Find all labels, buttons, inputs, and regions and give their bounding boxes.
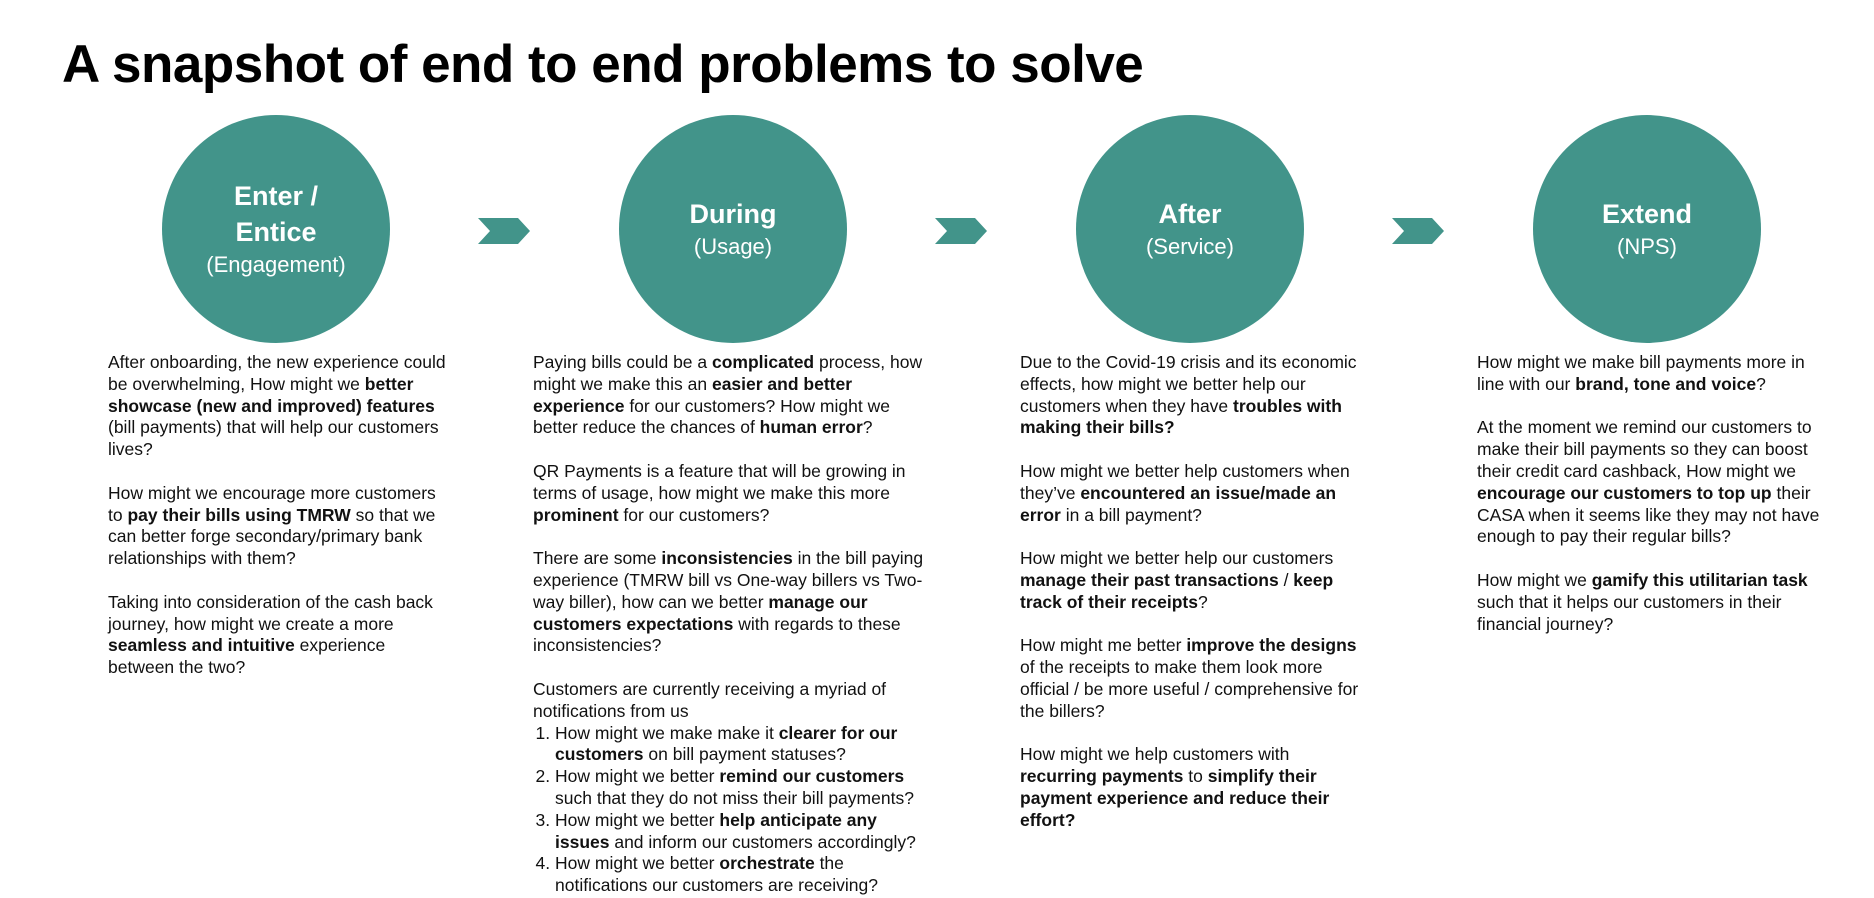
stage-subtitle: (Service) [1145, 234, 1234, 259]
problem-column-extend [1477, 352, 1822, 657]
body-text: How might me better [1020, 635, 1187, 656]
problem-paragraph [108, 592, 453, 679]
problem-column-enter [108, 352, 453, 701]
stage-title-line1: Enter / [233, 181, 319, 211]
problem-paragraph [1477, 352, 1822, 396]
problem-list-item [555, 853, 933, 897]
emphasis-text: clearer for our customers [555, 722, 898, 765]
body-text: How might we [1477, 569, 1592, 590]
problem-list-item [555, 766, 933, 810]
emphasis-text: easier and better experience [533, 373, 853, 416]
emphasis-text: pay their bills using TMRW [127, 504, 351, 525]
emphasis-text: gamify this utilitarian task [1591, 569, 1808, 590]
problem-paragraph [533, 461, 933, 526]
problem-paragraph [1477, 417, 1822, 548]
emphasis-text: encountered an issue/made an error [1020, 482, 1337, 525]
body-text: (bill payments) that will help our customers lives? [108, 417, 439, 460]
body-text: QR Payments is a feature that will be growing in terms of usage, how might we make this more [533, 460, 906, 503]
problem-paragraph [1020, 548, 1360, 613]
stage-circle-after [1076, 115, 1304, 343]
problem-paragraph [1020, 352, 1360, 439]
body-text: How might we make bill payments more in line with our [1477, 352, 1805, 394]
emphasis-text: recurring payments [1020, 766, 1184, 787]
problem-paragraph [1020, 461, 1360, 526]
chevron-right-icon [1392, 218, 1444, 244]
body-text: the notifications our customers are receiving? [555, 853, 878, 896]
body-text: How might we encourage more customers to [108, 482, 436, 525]
problem-paragraph [1020, 635, 1360, 722]
problem-list [533, 723, 933, 897]
body-text: How might we better [555, 853, 720, 874]
body-text: in a bill payment? [1060, 504, 1202, 525]
body-text: How might we help customers with [1020, 744, 1290, 765]
body-text: and inform our customers accordingly? [609, 831, 916, 852]
problem-column-after [1020, 352, 1360, 853]
body-text: for our customers? [618, 504, 770, 525]
body-text: to [1183, 766, 1208, 787]
body-text: of the receipts to make them look more official / be more useful / comprehensive for the billers? [1020, 657, 1359, 721]
body-text: process, how might we make this an [533, 352, 923, 394]
problem-list-item [555, 723, 933, 767]
emphasis-text: inconsistencies [661, 548, 793, 569]
chevron-right-icon [935, 218, 987, 244]
body-text: with regards to these inconsistencies? [533, 613, 901, 656]
emphasis-text: complicated [712, 352, 815, 372]
stage-title-line1: Extend [1601, 199, 1693, 229]
body-text: such that they do not miss their bill payments? [555, 787, 914, 808]
stage-title-line1: During [689, 199, 777, 229]
body-text: for our customers? How might we better reduce the chances of [533, 395, 890, 438]
problem-column-during [533, 352, 933, 897]
emphasis-text: remind our customers [719, 766, 905, 787]
emphasis-text: keep track of their receipts [1020, 569, 1334, 612]
body-text: After onboarding, the new experience could be overwhelming, How might we [108, 352, 446, 394]
emphasis-text: manage their past transactions [1020, 569, 1279, 590]
emphasis-text: manage our customers expectations [533, 591, 868, 634]
body-text: Taking into consideration of the cash back journey, how might we create a more [108, 591, 433, 634]
body-text: / [1278, 569, 1294, 590]
problem-paragraph [1020, 744, 1360, 831]
chevron-right-icon [478, 218, 530, 244]
emphasis-text: seamless and intuitive [108, 635, 295, 656]
page-title: A snapshot of end to end problems to solve [62, 35, 1144, 94]
problem-paragraph [1477, 570, 1822, 635]
emphasis-text: prominent [533, 504, 619, 525]
body-text: such that it helps our customers in their financial journey? [1477, 591, 1782, 634]
emphasis-text: human error [759, 417, 863, 438]
stage-subtitle: (NPS) [1617, 234, 1677, 259]
emphasis-text: better showcase (new and improved) features [108, 373, 435, 416]
stage-title-line1: After [1158, 199, 1222, 229]
problem-paragraph [533, 548, 933, 657]
emphasis-text: simplify their payment experience and reduce their effort? [1020, 766, 1330, 830]
body-text: ? [1197, 591, 1208, 612]
body-text: There are some [533, 548, 662, 569]
body-text: Due to the Covid-19 crisis and its economic effects, how might we better help our customers when they have [1020, 352, 1357, 416]
body-text: Paying bills could be a [533, 352, 712, 372]
body-text: in the bill paying experience (TMRW bill vs One-way billers vs Two-way biller), how can we better [533, 548, 924, 612]
body-text: ? [1756, 373, 1766, 394]
stage-subtitle: (Usage) [693, 234, 773, 259]
emphasis-text: brand, tone and voice [1575, 373, 1757, 394]
stage-circle-during [619, 115, 847, 343]
emphasis-text: troubles with making their bills? [1020, 395, 1342, 438]
body-text: their CASA when it seems like they may not have enough to pay their regular bills? [1477, 482, 1820, 547]
body-text: How might we make make it [555, 722, 779, 743]
body-text: experience between the two? [108, 635, 386, 678]
body-text: so that we can better forge secondary/primary bank relationships with them? [108, 504, 436, 569]
body-text: At the moment we remind our customers to make their bill payments so they can boost their credit card cashback, How might we [1477, 417, 1812, 481]
problem-list-item [555, 810, 933, 854]
problem-paragraph [533, 352, 933, 439]
emphasis-text: encourage our customers to top up [1477, 482, 1772, 503]
stage-circle-enter [162, 115, 390, 343]
emphasis-text: help anticipate any issues [555, 809, 877, 852]
problem-paragraph [533, 679, 933, 723]
emphasis-text: improve the designs [1186, 635, 1357, 656]
body-text: ? [862, 417, 873, 438]
body-text: How might we better [555, 809, 720, 830]
problem-paragraph [108, 483, 453, 570]
body-text: How might we better [555, 766, 720, 787]
emphasis-text: orchestrate [719, 853, 815, 874]
body-text: Customers are currently receiving a myriad of notifications from us [533, 678, 887, 721]
body-text: on bill payment statuses? [643, 744, 846, 765]
stage-circle-extend [1533, 115, 1761, 343]
stage-title-line2: Entice [235, 217, 317, 247]
body-text: How might we better help our customers [1020, 548, 1334, 569]
stage-subtitle: (Engagement) [206, 252, 346, 277]
problem-paragraph [108, 352, 453, 461]
body-text: How might we better help customers when they’ve [1020, 460, 1350, 503]
